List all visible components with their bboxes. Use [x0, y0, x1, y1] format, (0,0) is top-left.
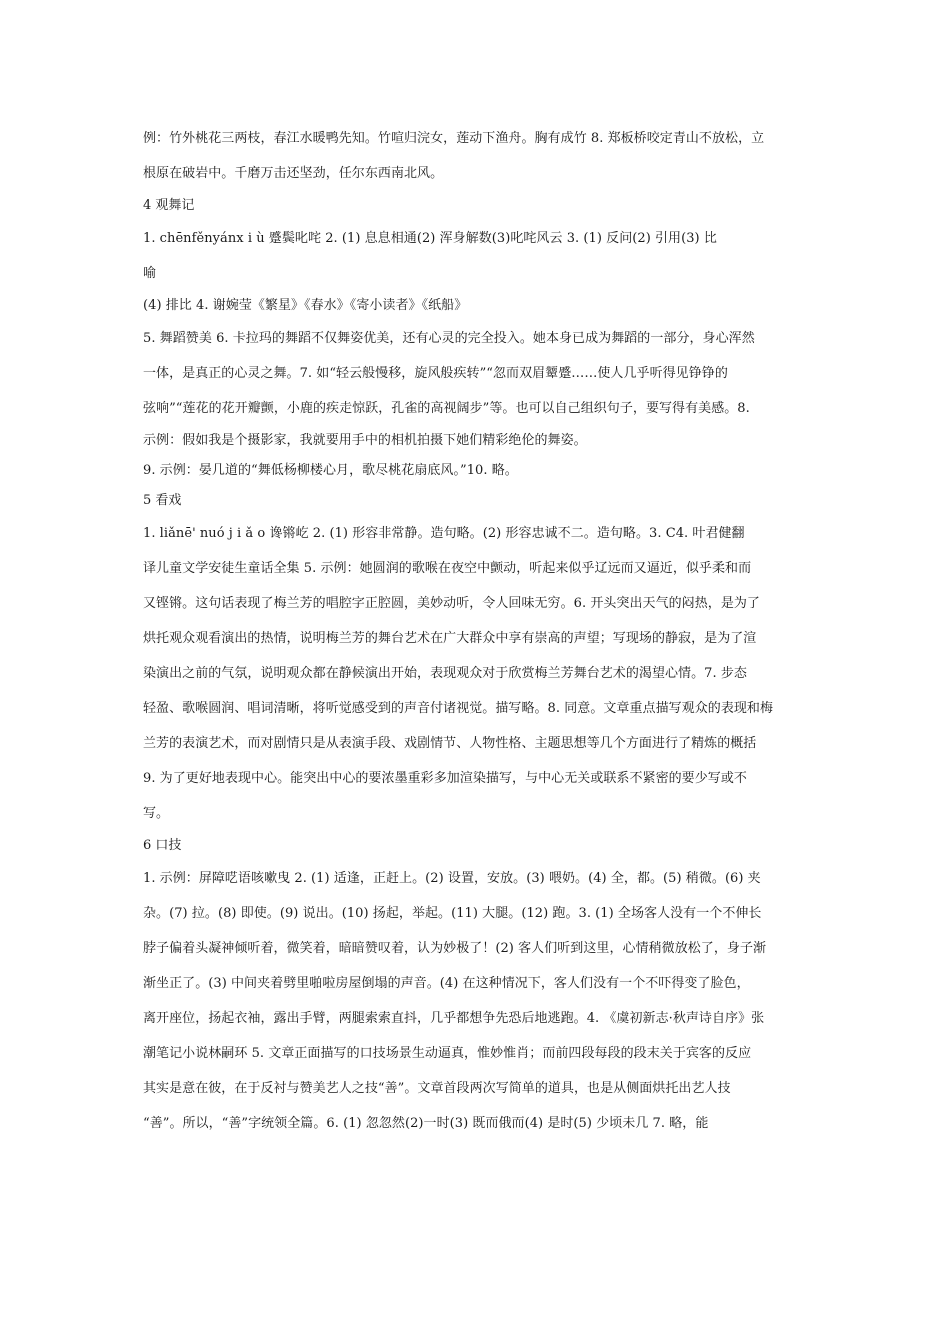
- text-line: 杂。(7) 拉。(8) 即使。(9) 说出。(10) 扬起，举起。(11) 大腿。(12) 跑。3. (1) 全场客人没有一个不伸长: [143, 906, 762, 921]
- text-line: 写。: [143, 806, 170, 821]
- text-line: 离开座位，扬起衣袖，露出手臂，两腿索索直抖，几乎都想争先恐后地逃跑。4. 《虞初新志·秋声诗自序》张: [143, 1011, 765, 1026]
- text-line: 根原在破岩中。千磨万击还坚劲，任尔东西南北风。: [143, 166, 444, 181]
- text-line: 轻盈、歌喉圆润、唱词清晰，将听觉感受到的声音付诸视觉。描写略。8. 同意。文章重点描写观众的表现和梅: [143, 701, 774, 716]
- text-line: 1. chēnfěnyánx i ù 蹙鬓叱咤 2. (1) 息息相通(2) 浑身解数(3)叱咤风云 3. (1) 反问(2) 引用(3) 比: [143, 231, 717, 246]
- text-line: 弦响”“莲花的花开瓣颤，小鹿的疾走惊跃，孔雀的高视阔步”等。也可以自己组织句子，要写得有美感。8.: [143, 401, 750, 416]
- text-line: 染演出之前的气氛，说明观众都在静候演出开始，表现观众对于欣赏梅兰芳舞台艺术的渴望心情。7. 步态: [143, 666, 747, 681]
- text-line: 脖子偏着头凝神倾听着，微笑着，暗暗赞叹着，认为妙极了！(2) 客人们听到这里，心情稍微放松了，身子渐: [143, 941, 767, 956]
- text-line: 1. 示例：屏障呓语咳嗽曳 2. (1) 适逢，正赶上。(2) 设置，安放。(3) 喂奶。(4) 全，都。(5) 稍微。(6) 夹: [143, 871, 761, 886]
- text-line: 1. liǎnē' nuó j i ǎ o 谗锵屹 2. (1) 形容非常静。造句略。(2) 形容忠诚不二。造句略。3. C4. 叶君健翻: [143, 526, 745, 541]
- text-line: 其实是意在彼，在于反衬与赞美艺人之技“善”。文章首段两次写简单的道具，也是从侧面烘托出艺人技: [143, 1081, 731, 1096]
- section-heading: 4 观舞记: [143, 198, 195, 213]
- section-heading: 5 看戏: [143, 493, 182, 508]
- text-line: 潮笔记小说林嗣环 5. 文章正面描写的口技场景生动逼真，惟妙惟肖；而前四段每段的段末关于宾客的反应: [143, 1046, 752, 1061]
- text-line: 兰芳的表演艺术，而对剧情只是从表演手段、戏剧情节、人物性格、主题思想等几个方面进行了精炼的概括: [143, 736, 757, 751]
- section-heading: 6 口技: [143, 838, 182, 853]
- text-line: 喻: [143, 266, 157, 281]
- text-line: 译儿童文学安徒生童话全集 5. 示例：她圆润的歌喉在夜空中颤动，听起来似乎辽远而又逼近，似乎柔和而: [143, 561, 752, 576]
- text-line: 渐坐正了。(3) 中间夹着劈里啪啦房屋倒塌的声音。(4) 在这种情况下，客人们没有一个不吓得变了脸色，: [143, 976, 750, 991]
- text-line: 一体，是真正的心灵之舞。7. 如“轻云般慢移，旋风般疾转”“忽而双眉颦蹙……使人几乎听得见铮铮的: [143, 366, 728, 381]
- answer-text-body: [143, 121, 807, 1141]
- text-line: “善”。所以，“善”字统领全篇。6. (1) 忽忽然(2)一时(3) 既而俄而(4) 是时(5) 少顷未几 7. 略，能: [143, 1116, 709, 1131]
- text-line: 示例：假如我是个摄影家，我就要用手中的相机拍摄下她们精彩绝伦的舞姿。: [143, 433, 587, 448]
- text-line: 例：竹外桃花三两枝，春江水暖鸭先知。竹喧归浣女，莲动下渔舟。胸有成竹 8. 郑板桥咬定青山不放松，立: [143, 131, 765, 146]
- text-line: 9. 示例：晏几道的“舞低杨柳楼心月，歌尽桃花扇底风。”10. 略。: [143, 463, 518, 478]
- text-line: 5. 舞蹈赞美 6. 卡拉玛的舞蹈不仅舞姿优美，还有心灵的完全投入。她本身已成为舞蹈的一部分，身心浑然: [143, 331, 755, 346]
- text-line: (4) 排比 4. 谢婉莹《繁星》《春水》《寄小读者》《纸船》: [143, 298, 468, 313]
- text-line: 又铿锵。这句话表现了梅兰芳的唱腔字正腔圆，美妙动听，令人回味无穷。6. 开头突出天气的闷热，是为了: [143, 596, 760, 611]
- text-line: 烘托观众观看演出的热情，说明梅兰芳的舞台艺术在广大群众中享有崇高的声望；写现场的静寂，是为了渲: [143, 631, 757, 646]
- text-line: 9. 为了更好地表现中心。能突出中心的要浓墨重彩多加渲染描写，与中心无关或联系不紧密的要少写或不: [143, 771, 747, 786]
